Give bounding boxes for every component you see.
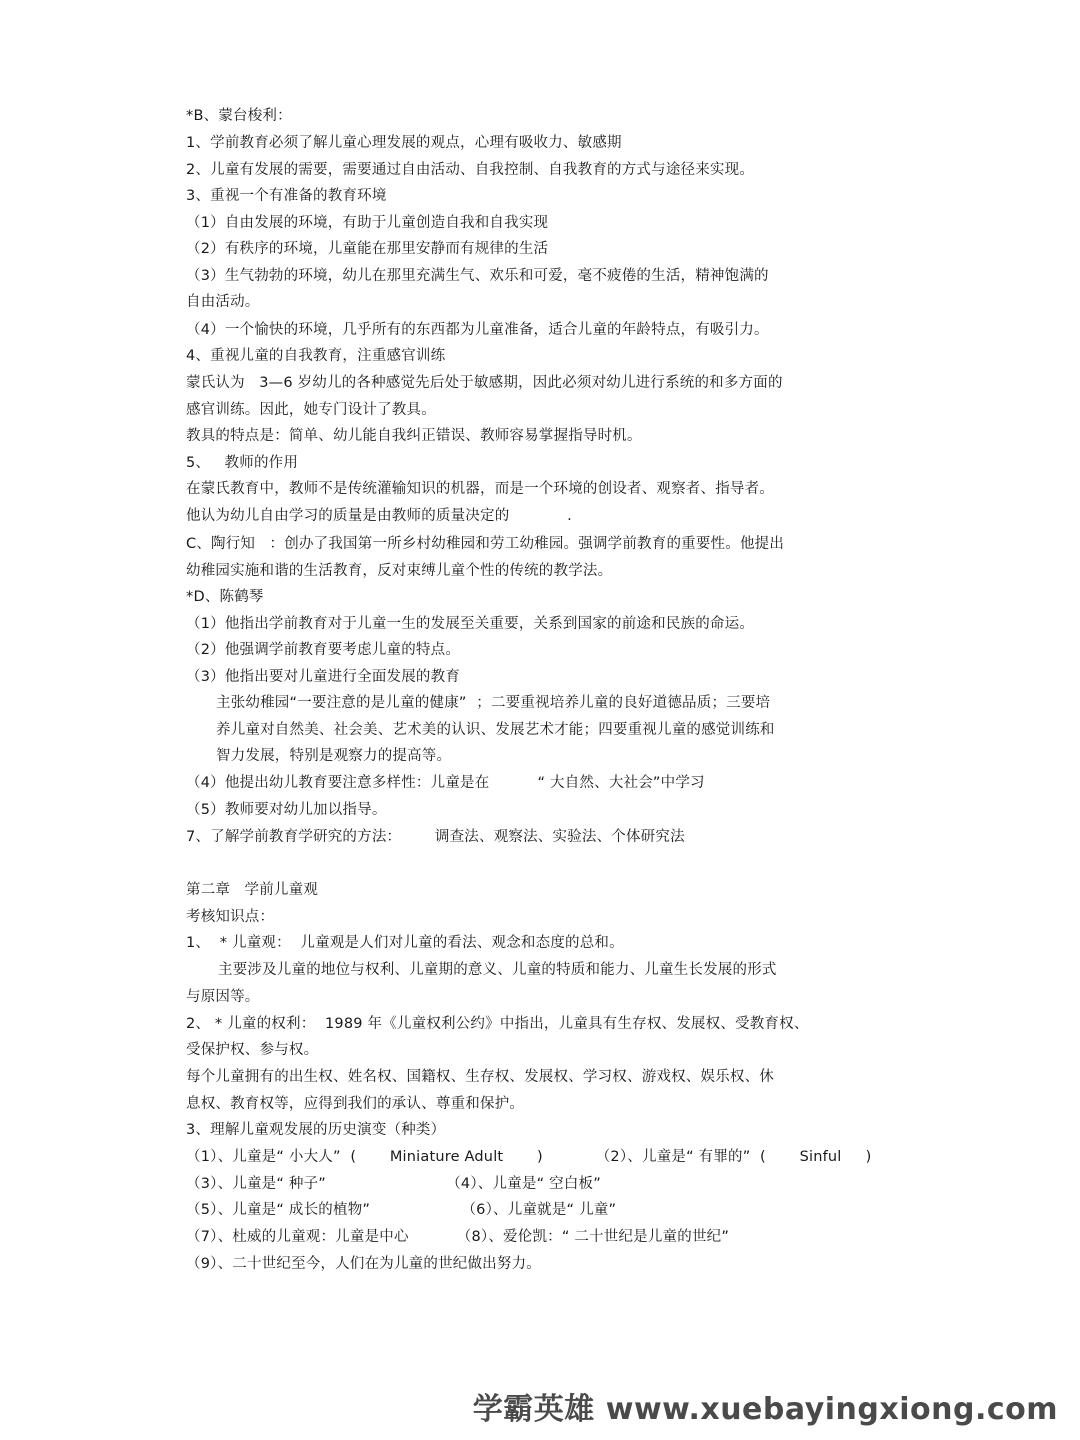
text-line: 教具的特点是：简单、幼儿能自我纠正错误、教师容易掌握指导时机。 [186,428,642,444]
text-line: 主要涉及儿童的地位与权利、儿童期的意义、儿童的特质和能力、儿童生长发展的形式 [218,962,777,978]
text-line: 蒙氏认为 3—6 岁幼儿的各种感觉先后处于敏感期，因此必须对幼儿进行系统的和多方面的 [186,375,783,391]
text-line: （5）、儿童是“ 成长的植物” （6）、儿童就是“ 儿童” [186,1202,617,1218]
text-line: （3）生气勃勃的环境，幼儿在那里充满生气、欢乐和可爱，毫不疲倦的生活，精神饱满的 [186,268,769,284]
chapter-title: 第二章 学前儿童观 [186,882,319,898]
section-heading-chen-heqin: *D、陈鹤琴 [186,589,264,605]
watermark-text: 学霸英雄 www.xuebayingxiong.com [472,1392,1058,1427]
text-line: 每个儿童拥有的出生权、姓名权、国籍权、生存权、发展权、学习权、游戏权、娱乐权、休 [186,1069,774,1085]
text-line: 5、 教师的作用 [186,455,299,471]
text-line: 2、儿童有发展的需要，需要通过自由活动、自我控制、自我教育的方式与途径来实现。 [186,162,755,178]
text-line: 息权、教育权等，应得到我们的承认、尊重和保护。 [186,1096,525,1112]
section-heading-tao-xingzhi: C、陶行知 ：创办了我国第一所乡村幼稚园和劳工幼稚园。强调学前教育的重要性。他提出 [186,536,785,552]
text-line: （5）教师要对幼儿加以指导。 [186,802,387,818]
text-line: （1）、儿童是“ 小大人” ( Miniature Adult ) （2）、儿童是“ 有罪的” ( Sinful ) [186,1149,872,1165]
text-line: 3、重视一个有准备的教育环境 [186,188,387,204]
section-heading-montessori: *B、蒙台梭利： [186,108,292,124]
text-line: （2）他强调学前教育要考虑儿童的特点。 [186,642,461,658]
text-line: 4、重视儿童的自我教育，注重感官训练 [186,348,446,364]
text-line: （9）、二十世纪至今，人们在为儿童的世纪做出努力。 [186,1256,541,1272]
text-line: 感官训练。因此，她专门设计了教具。 [186,402,436,418]
text-line: （1）他指出学前教育对于儿童一生的发展至关重要，关系到国家的前途和民族的命运。 [186,616,755,632]
text-line: 受保护权、参与权。 [186,1042,319,1058]
text-line: （1）自由发展的环境，有助于儿童创造自我和自我实现 [186,215,549,231]
text-line: （4）他提出幼儿教育要注意多样性：儿童是在 “ 大自然、大社会”中学习 [186,775,705,791]
text-line: 幼稚园实施和谐的生活教育，反对束缚儿童个性的传统的教学法。 [186,563,613,579]
text-line: 考核知识点： [186,909,275,925]
text-line: 1、 * 儿童观： 儿童观是人们对儿童的看法、观念和态度的总和。 [186,935,624,951]
text-line: 主张幼稚园“一要注意的是儿童的健康” ；二要重视培养儿童的良好道德品质；三要培 [216,695,771,711]
text-line: （3）、儿童是“ 种子” （4）、儿童是“ 空白板” [186,1176,601,1192]
text-line: 3、理解儿童观发展的历史演变（种类） [186,1122,446,1138]
text-line: 1、学前教育必须了解儿童心理发展的观点，心理有吸收力、敏感期 [186,135,622,151]
text-line: 在蒙氏教育中，教师不是传统灌输知识的机器，而是一个环境的创设者、观察者、指导者。 [186,481,774,497]
text-line: 他认为幼儿自由学习的质量是由教师的质量决定的 . [186,508,572,524]
text-line: 养儿童对自然美、社会美、艺术美的认识、发展艺术才能；四要重视儿童的感觉训练和 [216,722,775,738]
text-line: 智力发展，特别是观察力的提高等。 [216,748,452,764]
text-line: 自由活动。 [186,294,260,310]
text-line: （7）、杜威的儿童观：儿童是中心 （8）、爱伦凯：“ 二十世纪是儿童的世纪” [186,1229,730,1245]
text-line: （4）一个愉快的环境，几乎所有的东西都为儿童准备，适合儿童的年龄特点，有吸引力。 [186,322,769,338]
text-line: （3）他指出要对儿童进行全面发展的教育 [186,669,461,685]
text-line: 与原因等。 [186,989,260,1005]
text-line: 2、 * 儿童的权利： 1989 年《儿童权利公约》中指出，儿童具有生存权、发展权、受教育权、 [186,1016,809,1032]
text-line: （2）有秩序的环境，儿童能在那里安静而有规律的生活 [186,241,549,257]
text-line: 7、了解学前教育学研究的方法： 调查法、观察法、实验法、个体研究法 [186,829,685,845]
